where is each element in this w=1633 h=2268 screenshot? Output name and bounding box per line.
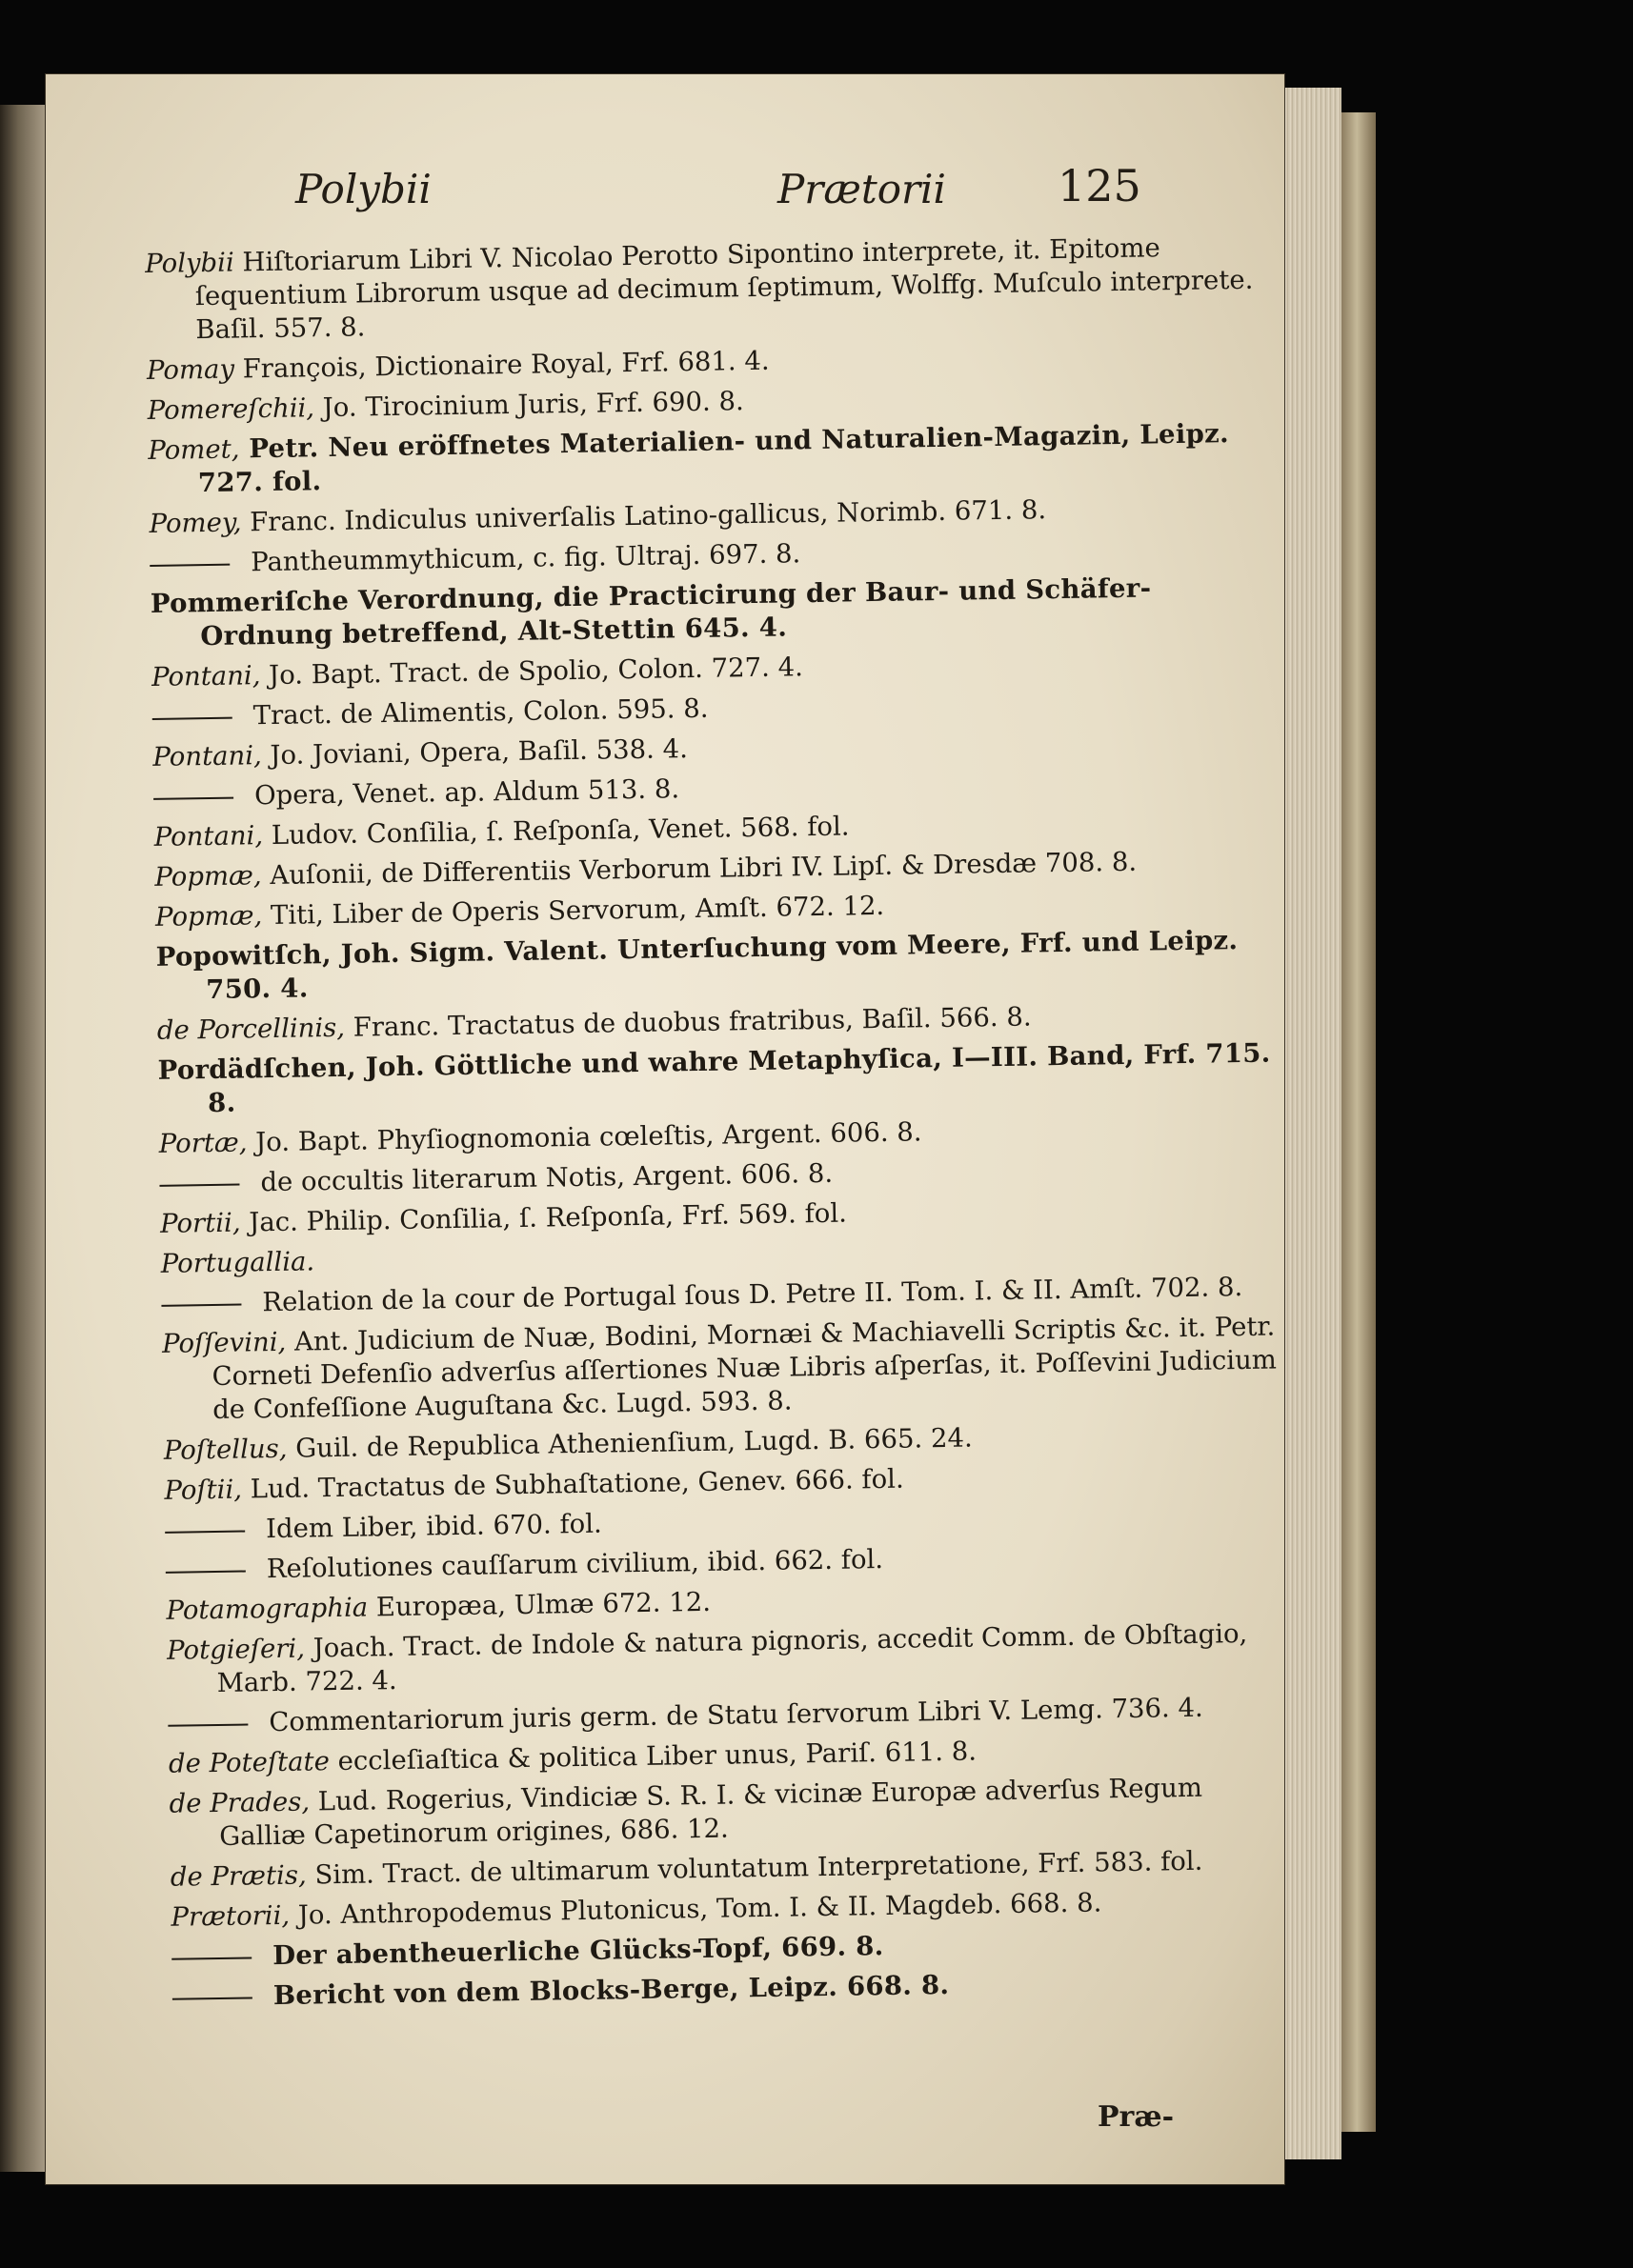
catalogue-entry: Portæ, Jo. Bapt. Phyſiognomonia cœleſtis, Argent. 606. 8.	[158, 1116, 922, 1159]
catalogue-entry-continuation: Bericht von dem Blocks-Berge, Leipz. 668. 8.	[172, 1963, 1287, 2014]
catalogue-entry: Poſtellus, Guil. de Republica Athenienſium, Lugd. B. 665. 24.	[163, 1422, 973, 1466]
catalogue-entry: de Porcellinis, Franc. Tractatus de duobus fratribus, Baſil. 566. 8.	[156, 1001, 1032, 1046]
catchword: Præ-	[1098, 2100, 1175, 2134]
catalogue-entry: Pontani, Jo. Bapt. Tract. de Spolio, Colon. 727. 4.	[151, 652, 804, 692]
catalogue-entry-continuation: Reſolutiones cauſſarum civilium, ibid. 662. fol.	[166, 1536, 1280, 1587]
ditto-dash	[159, 1183, 239, 1186]
catalogue-entry: Pomet, Petr. Neu eröffnetes Materialien- und Naturalien-Magazin, Leipz. 727. fol.	[148, 418, 1230, 499]
catalogue-entry: Portii, Jac. Philip. Conſilia, ſ. Reſponſa, Frf. 569. fol.	[159, 1197, 848, 1239]
catalogue-entry-continuation: Commentariorum juris germ. de Statu ſervorum Libri V. Lemg. 736. 4.	[168, 1690, 1282, 1740]
book-cover-edge	[1341, 112, 1376, 2132]
running-head-center: Prætorii	[777, 166, 946, 212]
catalogue-entry-continuation: Tract. de Alimentis, Colon. 595. 8.	[151, 684, 1266, 734]
catalogue-entry: Potamographia Europæa, Ulmæ 672. 12.	[166, 1586, 712, 1626]
ditto-dash	[166, 1570, 246, 1573]
ditto-dash	[152, 716, 232, 719]
catalogue-entry: de Prætis, Sim. Tract. de ultimarum voluntatum Interpretatione, Frf. 583. fol.	[170, 1845, 1203, 1893]
catalogue-entry: Pontani, Jo. Joviani, Opera, Baſil. 538. 4.	[152, 733, 689, 773]
ditto-dash	[150, 563, 230, 566]
catalogue-entry: Pommeriſche Verordnung, die Practicirung der Baur- und Schäfer-Ordnung betreffend, Alt-Stettin 645. 4.	[150, 572, 1152, 652]
page-number: 125	[1058, 160, 1141, 211]
catalogue-entry: Poſſevini, Ant. Judicium de Nuæ, Bodini, Mornæi & Machiavelli Scriptis &c. it. Petr. Corneti Defenſio adverſus aſſertiones Nuæ Libris aſperſas, it. Poſſevini Judicium de Confeſſione Auguſtana &c. Lugd. 593. 8.	[161, 1311, 1278, 1426]
catalogue-entry: Pordädſchen, Joh. Göttliche und wahre Metaphyſica, I—III. Band, Frf. 715. 8.	[157, 1037, 1271, 1119]
running-head-left: Polybii	[295, 166, 432, 212]
catalogue-entry: Prætorii, Jo. Anthropodemus Plutonicus, Tom. I. & II. Magdeb. 668. 8.	[171, 1887, 1102, 1933]
catalogue-entry: de Poteſtate eccleſiaſtica & politica Liber unus, Pariſ. 611. 8.	[168, 1736, 978, 1779]
catalogue-entry: Polybii Hiſtoriarum Libri V. Nicolao Perotto Sipontino interprete, it. Epitome ſequentium Librorum usque ad decimum ſeptimum, Wolffg. Muſculo interprete. Baſil. 557. 8.	[145, 232, 1254, 346]
catalogue-entry: Pontani, Ludov. Conſilia, ſ. Reſponſa, Venet. 568. fol.	[153, 811, 850, 853]
catalogue-entry: Popmæ, Titi, Liber de Operis Servorum, Amſt. 672. 12.	[154, 890, 885, 933]
catalogue-entry: Popmæ, Auſonii, de Differentiis Verborum Libri IV. Lipſ. & Dresdæ 708. 8.	[154, 846, 1138, 893]
catalogue-entry: Pomay François, Dictionaire Royal, Frf. 681. 4.	[146, 345, 770, 386]
ditto-dash	[161, 1303, 241, 1306]
page-block-edge	[1284, 88, 1341, 2159]
ditto-dash	[172, 1997, 252, 1999]
catalogue-entry: Pomereſchii, Jo. Tirocinium Juris, Frf. 690. 8.	[147, 386, 745, 426]
catalogue-entry: Poſtii, Lud. Tractatus de Subhaſtatione, Genev. 666. fol.	[164, 1463, 904, 1506]
catalogue-entry: Portugallia.	[160, 1246, 315, 1279]
facing-page-edge	[0, 105, 46, 2172]
catalogue-entry-continuation: Relation de la cour de Portugal ſous D. Petre II. Tom. I. & II. Amſt. 702. 8.	[161, 1270, 1276, 1320]
catalogue-entry-continuation: Idem Liber, ibid. 670. fol.	[165, 1496, 1280, 1547]
catalogue-entry: de Prades, Lud. Rogerius, Vindiciæ S. R. I. & vicinæ Europæ adverſus Regum Galliæ Capetinorum origines, 686. 12.	[169, 1772, 1203, 1852]
catalogue-entry: Popowitſch, Joh. Sigm. Valent. Unterſuchung vom Meere, Frf. und Leipz. 750. 4.	[155, 925, 1239, 1006]
catalogue-entry-continuation: Opera, Venet. ap. Aldum 513. 8.	[153, 764, 1268, 814]
book-page	[46, 74, 1284, 2184]
catalogue-entries	[145, 231, 1287, 2021]
catalogue-entry-continuation: Pantheummythicum, c. fig. Ultraj. 697. 8.	[150, 531, 1264, 581]
catalogue-entry: Potgieſeri, Joach. Tract. de Indole & natura pignoris, accedit Comm. de Obſtagio, Marb. 722. 4.	[166, 1618, 1248, 1698]
catalogue-entry: Pomey, Franc. Indiculus univerſalis Latino-gallicus, Norimb. 671. 8.	[149, 494, 1047, 539]
catalogue-entry-continuation: de occultis literarum Notis, Argent. 606. 8.	[159, 1151, 1274, 1201]
ditto-dash	[171, 1957, 252, 1959]
ditto-dash	[165, 1530, 245, 1533]
catalogue-entry-continuation: Der abentheuerliche Glücks-Topf, 669. 8.	[171, 1923, 1286, 1974]
ditto-dash	[153, 796, 233, 799]
ditto-dash	[168, 1723, 248, 1726]
